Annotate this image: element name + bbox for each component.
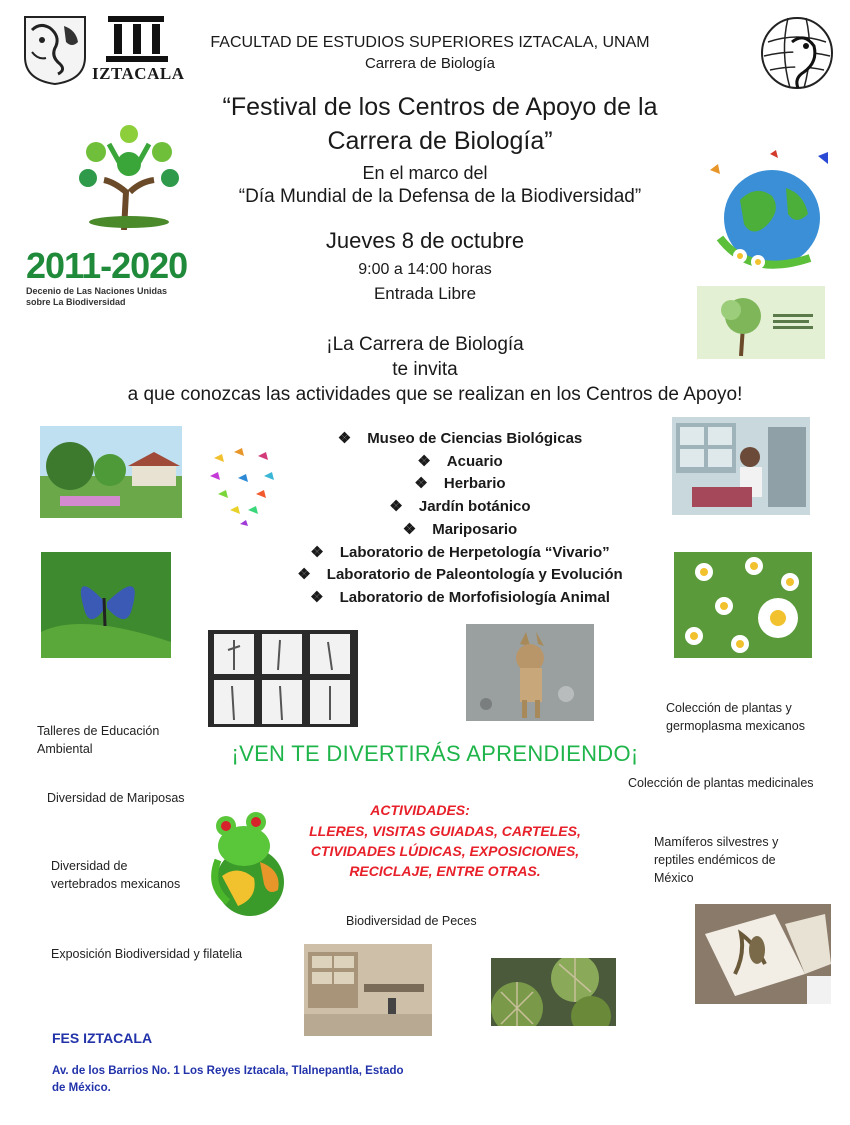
herbarium-specimens-photo: [208, 630, 358, 727]
biodiversity-tree-icon: [74, 122, 184, 230]
event-date: Jueves 8 de octubre: [325, 228, 525, 253]
blue-butterfly-photo: [41, 552, 171, 658]
earth-globe-image: [700, 148, 842, 276]
footer-name: FES IZTACALA: [52, 1030, 153, 1046]
fish-label: Biodiversidad de Peces: [346, 914, 477, 928]
herbarium-work-photo: [695, 904, 831, 1004]
decade-years: 2011-2020: [26, 245, 188, 286]
mammals-label: Mamíferos silvestres y reptiles endémicos de México: [654, 835, 779, 885]
event-title-line-2: Carrera de Biología”: [327, 127, 553, 155]
list-item: ❖ Mariposario: [402, 520, 518, 538]
tree-poster-image: [697, 286, 825, 359]
footer-address: Av. de los Barrios No. 1 Los Reyes Iztacala, Tlalnepantla, Estado de México.: [52, 1065, 404, 1094]
program-name: Carrera de Biología: [364, 55, 496, 72]
diamond-bullet-icon: ❖: [402, 520, 417, 538]
diamond-bullet-icon: ❖: [414, 475, 428, 493]
list-item: ❖ Laboratorio de Herpetología “Vivario”: [310, 543, 610, 561]
framework-line-2: “Día Mundial de la Defensa de la Biodiversidad”: [238, 186, 642, 207]
philately-label: Exposición Biodiversidad y filatelia: [51, 947, 243, 961]
iztacala-logo-text: IZTACALA: [92, 64, 185, 83]
invitation-line-1: ¡La Carrera de Biología: [326, 334, 524, 355]
diamond-bullet-icon: ❖: [310, 543, 324, 561]
diamond-bullet-icon: ❖: [297, 566, 311, 584]
list-item: ❖ Acuario: [417, 452, 503, 470]
centers-list: [210, 428, 710, 610]
list-item: ❖ Herbario: [414, 475, 506, 493]
framework-line-1: En el marco del: [362, 163, 488, 183]
list-item: ❖ Laboratorio de Paleontología y Evolución: [297, 566, 623, 584]
decade-caption-1: Decenio de Las Naciones Unidas: [26, 286, 168, 296]
biology-emblem-icon: [758, 12, 836, 94]
diamond-bullet-icon: ❖: [389, 498, 403, 516]
activities-title: ACTIVIDADES:: [370, 802, 470, 818]
list-item: ❖ Museo de Ciencias Biológicas: [337, 430, 583, 447]
slogan: ¡VEN TE DIVERTIRÁS APRENDIENDO¡: [231, 741, 639, 766]
unam-seal-icon: [20, 12, 90, 87]
botanical-garden-photo: [40, 426, 182, 518]
butterflies-label: Diversidad de Mariposas: [47, 791, 185, 805]
event-title: [160, 90, 720, 158]
chamomile-flowers-photo: [674, 552, 812, 658]
decade-caption-2: sobre La Biodiversidad: [26, 297, 126, 307]
event-entry: Entrada Libre: [373, 284, 477, 303]
museum-room-photo: [304, 944, 432, 1036]
invitation-line-3: a que conozcas las actividades que se realizan en los Centros de Apoyo!: [127, 384, 743, 405]
workshops-label: Talleres de Educación Ambiental: [37, 724, 160, 756]
coyote-photo: [466, 624, 594, 721]
plants-collection-label: Colección de plantas y germoplasma mexicanos: [666, 701, 805, 733]
medicinal-plants-label: Colección de plantas medicinales: [628, 776, 814, 790]
cacti-photo: [491, 958, 616, 1026]
event-hours: 9:00 a 14:00 horas: [358, 261, 492, 278]
diamond-bullet-icon: ❖: [310, 588, 324, 606]
institution-name: FACULTAD DE ESTUDIOS SUPERIORES IZTACALA, UNAM: [210, 34, 650, 51]
vertebrates-label: Diversidad de vertebrados mexicanos: [51, 859, 181, 891]
butterflies-heart-image: [204, 448, 282, 528]
list-item: ❖ Laboratorio de Morfofisiología Animal: [310, 588, 610, 606]
decade-logo: [26, 246, 226, 314]
invitation-line-2: te invita: [392, 359, 458, 380]
lab-worker-photo: [672, 417, 810, 515]
activities-list: LLERES, VISITAS GUIADAS, CARTELES, CTIVIDADES LÚDICAS, EXPOSICIONES, RECICLAJE, ENTRE OTRAS.: [309, 823, 581, 879]
list-item: ❖ Jardín botánico: [389, 498, 531, 516]
diamond-bullet-icon: ❖: [337, 430, 352, 447]
diamond-bullet-icon: ❖: [417, 452, 431, 470]
event-title-line-1: “Festival de los Centros de Apoyo de la: [222, 93, 658, 121]
